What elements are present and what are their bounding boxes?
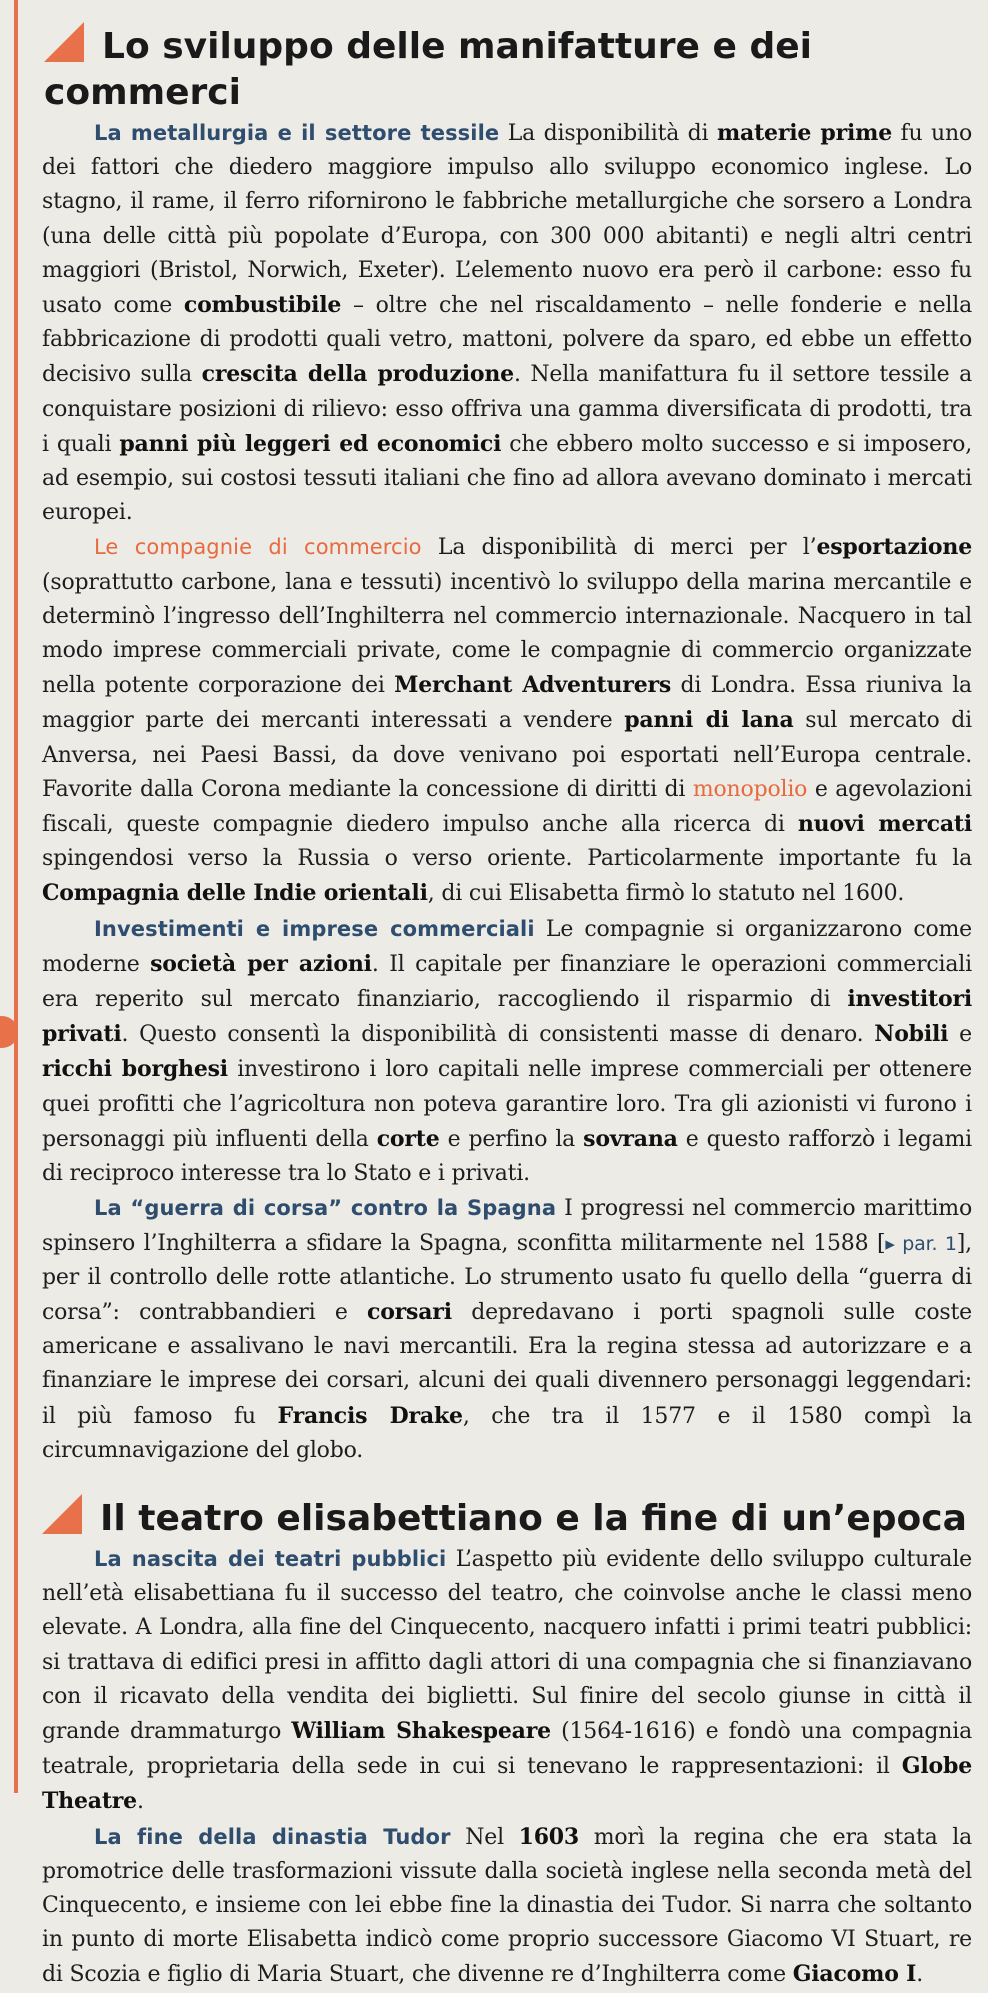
text-segment: , di cui Elisabetta firmò lo statuto nel 1600. — [427, 881, 905, 907]
keyword: Giacomo I — [792, 1961, 917, 1988]
paragraph — [42, 1191, 972, 1468]
keyword: Globe Theatre — [42, 1753, 972, 1815]
text-segment: e agevolazioni fiscali, queste compagnie diedero impulso anche alla ricerca di — [42, 776, 972, 838]
text-segment: spingendosi verso la Russia o verso oriente. Particolarmente importante fu la — [42, 846, 972, 872]
text-segment: morì la regina che era stata la promotrice delle trasformazioni vissute dalla società inglese nella seconda metà del Cinquecento, e insieme con lei ebbe fine la dinastia dei Tudor. Si narra che soltanto in punto di morte Elisabetta indicò come proprio successore Giacomo VI Stuart, re di Scozia e figlio di Maria Stuart, che divenne re d’Inghilterra come — [42, 1824, 973, 1988]
text-segment: . — [916, 1962, 924, 1988]
text-segment: . — [136, 1789, 144, 1815]
paragraph-lead-heading: La fine della dinastia Tudor — [94, 1824, 451, 1849]
text-segment: (1564-1616) e fondò una compagnia teatrale, proprietaria della sede in cui si tenevano le rappresentazioni: il — [42, 1718, 972, 1780]
keyword: corsari — [367, 1298, 452, 1325]
text-segment: , che tra il 1577 e il 1580 compì la circumnavigazione del globo. — [42, 1403, 972, 1463]
section-body — [42, 116, 972, 1468]
heading-triangle-icon — [44, 22, 84, 62]
keyword: William Shakespeare — [291, 1717, 551, 1744]
page-content — [42, 22, 972, 1993]
text-segment: e perfino la — [439, 1126, 584, 1152]
keyword: combustibile — [183, 292, 342, 319]
keyword: 1603 — [518, 1823, 580, 1850]
margin-rule — [14, 0, 18, 1793]
section-title: Lo sviluppo delle manifatture e dei commerci — [44, 26, 812, 113]
section-body — [42, 1542, 972, 1993]
text-segment: investirono i loro capitali nelle imprese commerciali per ottenere quei profitti che l’agricoltura non poteva garantire loro. Tra gli azionisti vi furono i personaggi più influenti della — [42, 1057, 972, 1152]
keyword: esportazione — [816, 534, 973, 561]
keyword: investitori privati — [42, 986, 972, 1048]
paragraph — [42, 1542, 972, 1820]
keyword: sovrana — [583, 1125, 678, 1152]
text-segment: sul mercato di Anversa, nei Paesi Bassi, da dove venivano poi esportati nell’Europa centrale. Favorite dalla Corona mediante la concessione di diritti di — [42, 708, 972, 802]
paragraph — [42, 116, 972, 530]
text-segment: che ebbero molto successo e si imposero, ad esempio, sui costosi tessuti italiani che fino ad allora avevano dominato i mercati europei. — [42, 431, 972, 526]
keyword: ricchi borghesi — [42, 1056, 228, 1083]
text-segment: Nel — [450, 1824, 519, 1850]
keyword: materie prime — [716, 120, 892, 146]
heading-triangle-icon — [42, 1494, 82, 1534]
text-segment: fu uno dei fattori che diedero maggiore impulso allo sviluppo economico inglese. Lo stagno, il rame, il ferro rifornirono le fabbriche metallurgiche che sorsero a Londra (una delle città più popolate d’Europa, con 300 000 abitanti) e negli altri centri maggiori (Bristol, Norwich, Exeter). L’elemento nuovo era però il carbone: esso fu usato come — [42, 121, 972, 319]
keyword: società per azioni — [150, 950, 372, 977]
text-segment: e questo rafforzò i legami di reciproco interesse tra lo Stato e i privati. — [42, 1126, 973, 1187]
keyword: panni di lana — [624, 707, 794, 734]
text-segment: Le compagnie si organizzarono come moderne — [42, 916, 972, 977]
paragraph-lead-heading: Investimenti e imprese commerciali — [94, 916, 535, 941]
text-segment: ], per il controllo delle rotte atlantiche. Lo strumento usato fu quello della “guerra di corsa”: contrabbandieri e — [42, 1230, 972, 1325]
glossary-term: monopolio — [692, 776, 808, 802]
keyword: nuovi mercati — [797, 811, 972, 838]
keyword: Compagnia delle Indie orientali — [42, 880, 428, 907]
text-segment: L’aspetto più evidente dello sviluppo culturale nell’età elisabettiana fu il successo del teatro, che coinvolse anche le classi meno elevate. A Londra, alla fine del Cinquecento, nacquero infatti i primi teatri pubblici: si trattava di edifici presi in affitto dagli attori di una compagnia che si finanziavano con il ricavato della vendita dei biglietti. Sul finire del secolo giunse in città il grande drammaturgo — [42, 1546, 972, 1744]
keyword: crescita della produzione — [201, 361, 514, 388]
keyword: Merchant Adventurers — [394, 672, 672, 699]
paragraph-lead-heading: Le compagnie di commercio — [94, 535, 422, 560]
paragraph-lead-heading: La nascita dei teatri pubblici — [94, 1546, 447, 1571]
text-segment: La disponibilità di — [499, 121, 717, 146]
text-segment: – oltre che nel riscaldamento – nelle fonderie e nella fabbricazione di prodotti quali vetro, mattoni, polvere da sparo, ed ebbe un effetto decisivo sulla — [42, 293, 972, 388]
text-segment: . Questo consentì la disponibilità di consistenti masse di denaro. — [121, 1022, 875, 1048]
text-segment: depredavano i porti spagnoli sulle coste americane e assalivano le navi mercantili. Era la regina stessa ad autorizzare e a finanziare le imprese dei corsari, alcuni dei quali divennero personaggi leggendari: il più famoso fu — [42, 1299, 972, 1429]
text-segment: di Londra. Essa riuniva la maggior parte dei mercanti interessati a vendere — [42, 673, 972, 734]
paragraph-lead-heading: La metallurgia e il settore tessile — [94, 121, 500, 145]
keyword: Nobili — [874, 1021, 949, 1048]
cross-reference: ▸ par. 1 — [885, 1232, 957, 1255]
paragraph — [42, 530, 972, 911]
text-segment: . Nella manifattura fu il settore tessile a conquistare posizioni di rilievo: esso offriva una gamma diversificata di prodotti, tra i quali — [42, 362, 972, 457]
text-segment: (soprattutto carbone, lana e tessuti) incentivò lo sviluppo della marina mercantile e determinò l’ingresso dell’Inghilterra nel commercio internazionale. Nacquero in tal modo imprese commerciali private, come le compagnie di commercio organizzate nella potente corporazione dei — [42, 569, 972, 699]
text-segment: . Il capitale per finanziare le operazioni commerciali era reperito sul mercato finanziario, raccogliendo il risparmio di — [42, 951, 972, 1013]
section-heading — [44, 22, 972, 116]
keyword: Francis Drake — [277, 1402, 463, 1429]
paragraph — [42, 1820, 972, 1993]
text-segment: I progressi nel commercio marittimo spinsero l’Inghilterra a sfidare la Spagna, sconfitta militarmente nel 1588 [ — [42, 1196, 972, 1256]
section-heading — [42, 1494, 972, 1542]
paragraph-lead-heading: La “guerra di corsa” contro la Spagna — [94, 1196, 557, 1221]
keyword: panni più leggeri ed economici — [119, 430, 502, 457]
text-segment: e — [948, 1022, 972, 1048]
keyword: corte — [376, 1125, 440, 1152]
text-segment: La disponibilità di merci per l’ — [421, 535, 817, 561]
section-title: Il teatro elisabettiano e la fine di un’epoca — [100, 1497, 967, 1539]
paragraph — [42, 912, 972, 1192]
